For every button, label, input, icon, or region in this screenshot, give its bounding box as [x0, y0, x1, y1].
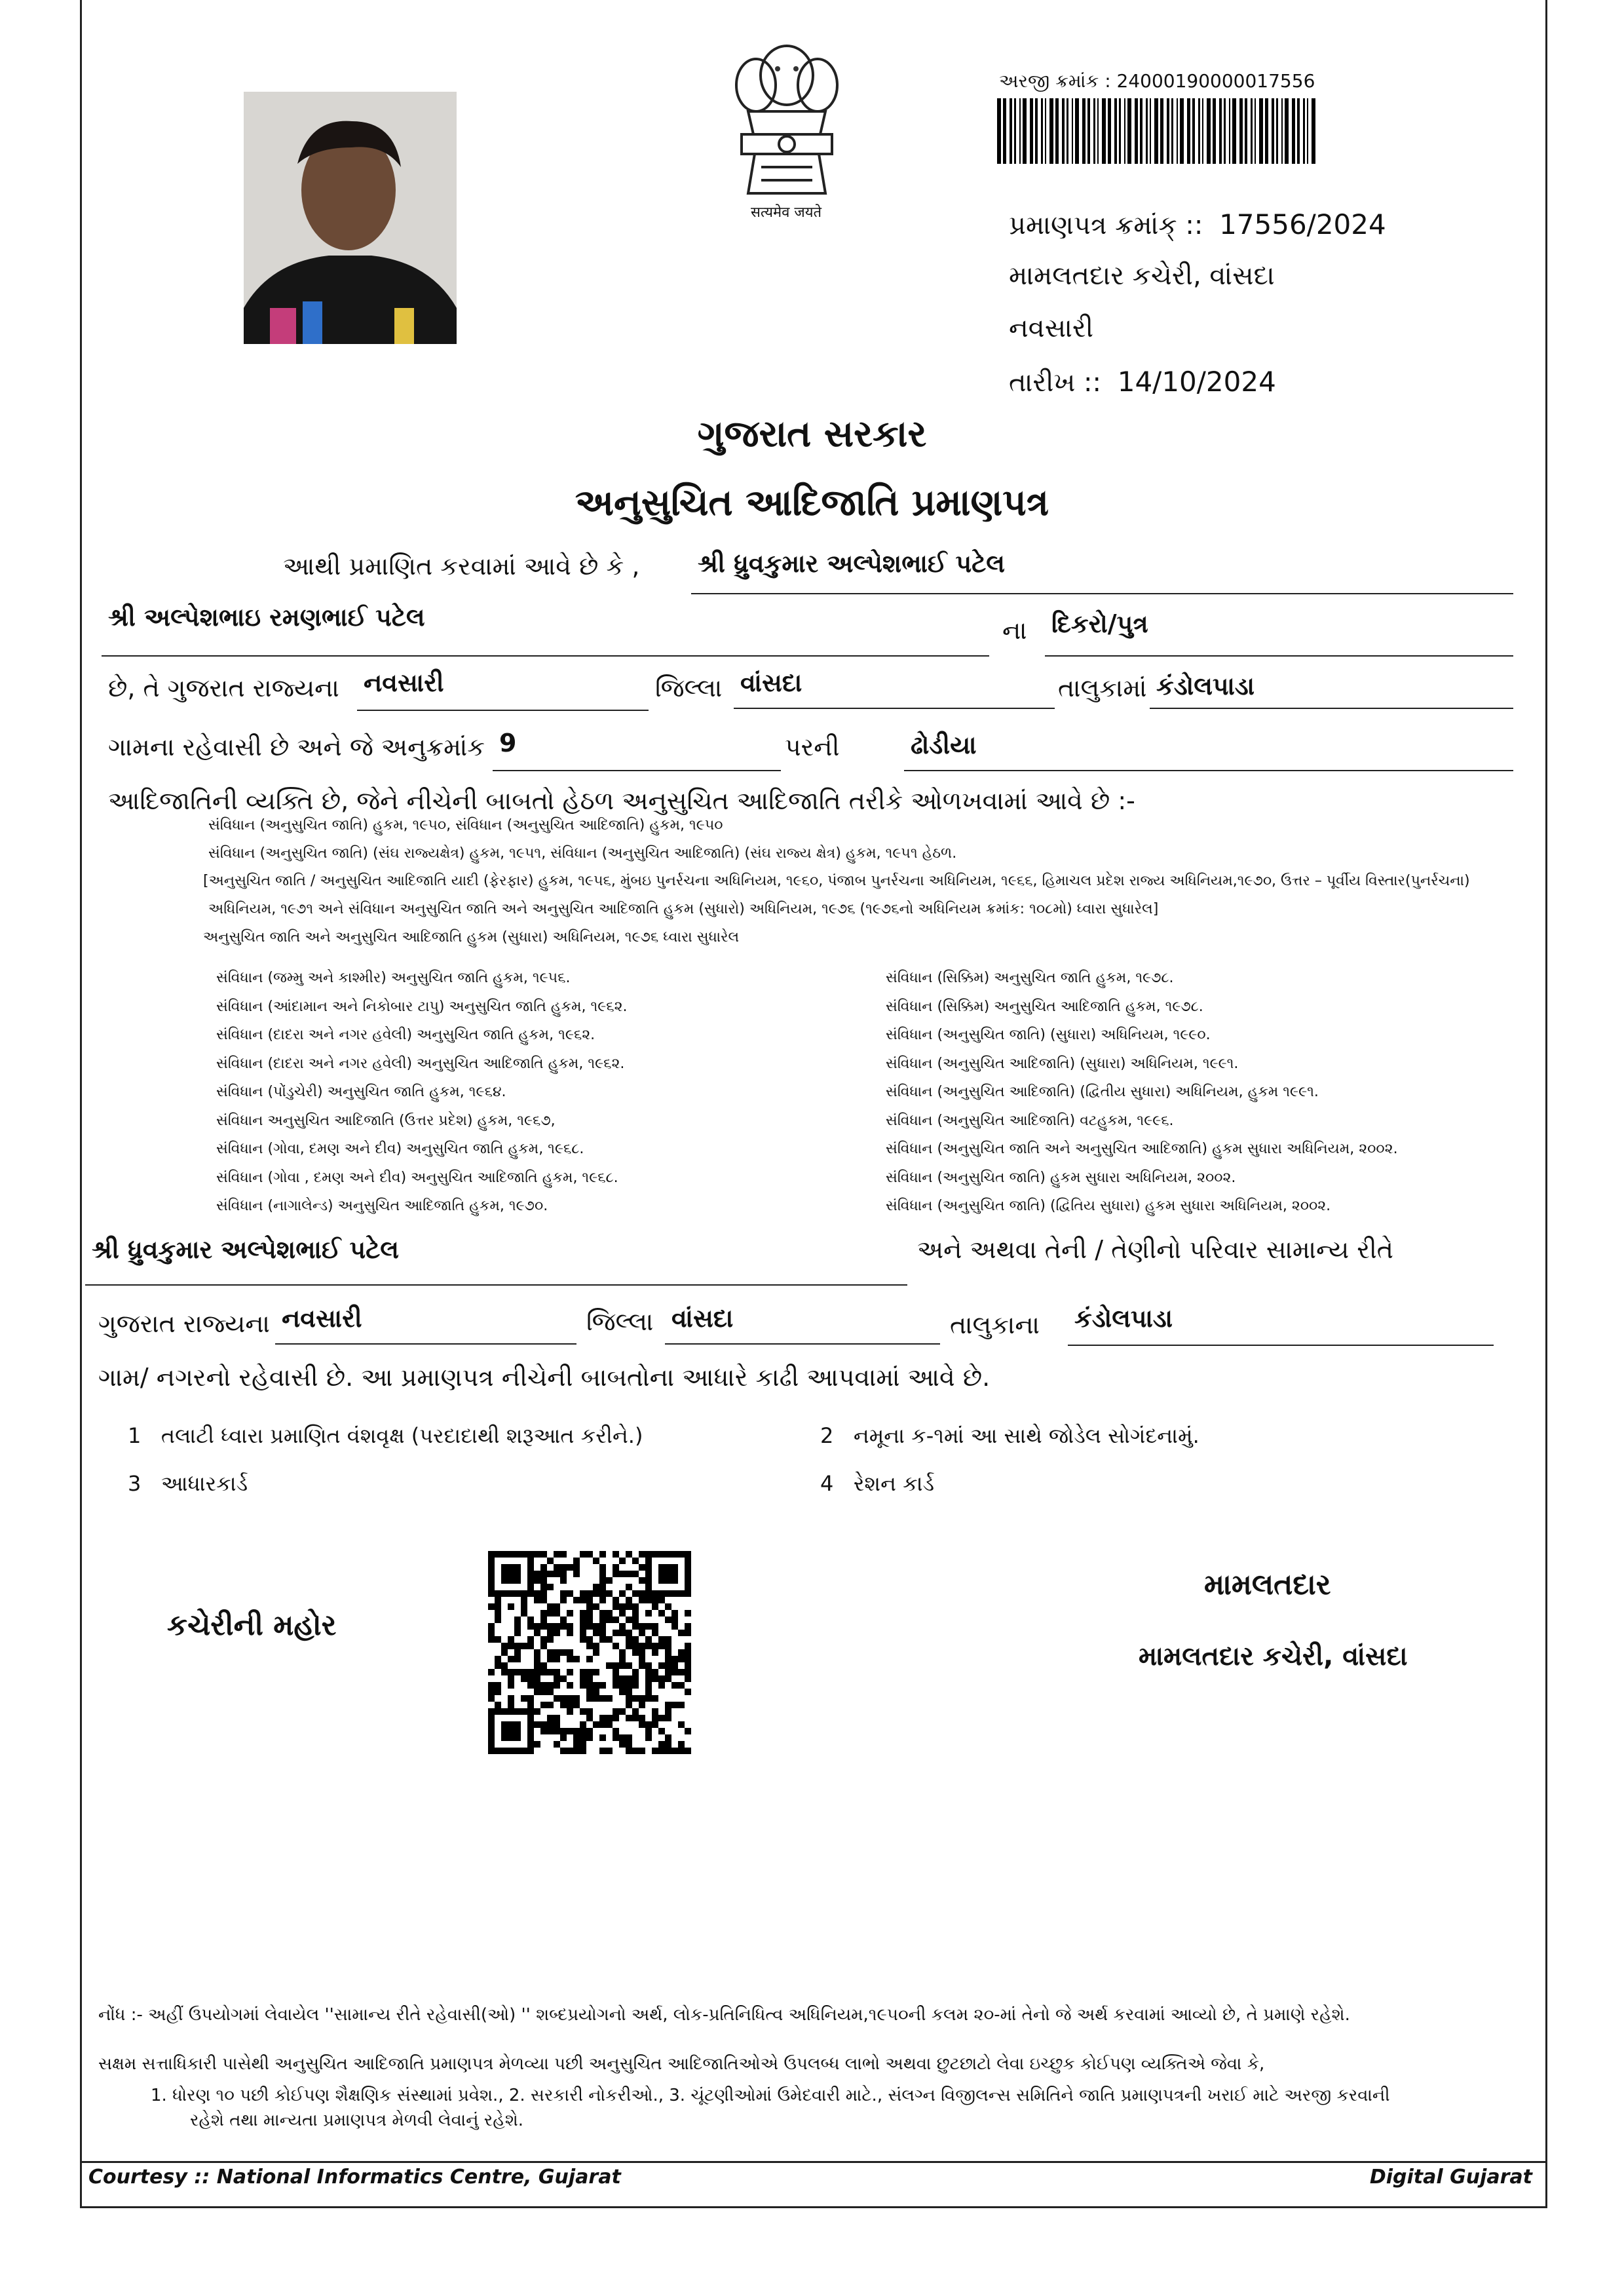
family-state-prefix: ગુજરાત રાજ્યના	[98, 1309, 270, 1338]
serial-number: 9	[499, 729, 517, 757]
order-left-item: સંવિધાન (આંદામાન અને નિકોબાર ટાપુ) અનુસુચિત જાતિ હુકમ, ૧૯૬૨.	[216, 998, 628, 1015]
issue-date	[1009, 366, 1276, 398]
basis-item	[820, 1471, 934, 1497]
basis-item-text: આધારકાર્ડ	[161, 1471, 248, 1496]
order-line-1: સંવિધાન (અનુસુચિત જાતિ) હુકમ, ૧૯૫૦, સંવિધાન (અનુસુચિત આદિજાતિ) હુકમ, ૧૯૫૦	[208, 817, 723, 833]
family-taluka-label: તાલુકાના	[950, 1311, 1040, 1339]
qr-code	[488, 1551, 691, 1754]
basis-item	[128, 1423, 643, 1449]
order-left-item: સંવિધાન (ગોવા, દમણ અને દીવ) અનુસુચિત જાતિ હુકમ, ૧૯૬૮.	[216, 1141, 584, 1157]
ordinarily-text: અને અથવા તેની / તેણીનો પરિવાર સામાન્ય રીતે	[917, 1235, 1393, 1264]
order-left-item: સંવિધાન (જમ્મુ અને કાશ્મીર) અનુસુચિત જાતિ હુકમ, ૧૯૫૬.	[216, 970, 571, 986]
application-number: અરજી ક્રમાંક : 24000190000017556	[999, 70, 1315, 92]
certificate-number-label: પ્રમાણપત્ર ક્રમાંક્ ::	[1009, 210, 1203, 240]
orders-left-list	[216, 970, 839, 1227]
village-resident: ગામના રહેવાસી છે અને જે અનુક્રમાંક	[108, 733, 485, 761]
note-benefits-list: 1. ધોરણ ૧૦ પછી કોઈપણ શૈક્ષણિક સંસ્થામાં પ્રવેશ., 2. સરકારી નોકરીઓ., 3. ચૂંટણીઓમાં ઉમેદવારી માટે., સંલગ્ન વિજીલન્સ સમિતિને જાતિ પ્રમાણપત્રની ખરાઈ માટે અરજી કરવાની	[151, 2086, 1390, 2105]
issuing-office: મામલતદાર કચેરી, વાંસદા	[1009, 261, 1275, 291]
taluka-label: તાલુકામાં	[1058, 674, 1147, 702]
family-resident-text: ગામ/ નગરનો રહેવાસી છે. આ પ્રમાણપત્ર નીચેની બાબતોના આધારે કાઢી આપવામાં આવે છે.	[98, 1363, 991, 1392]
father-name: શ્રી અલ્પેશભાઇ રમણભાઈ પટેલ	[108, 603, 425, 632]
recognised-text: આદિજાતિની વ્યક્તિ છે, જેને નીચેની બાબતો હેઠળ અનુસુચિત આદિજાતિ તરીકે ઓળખવામાં આવે છે :-	[108, 786, 1135, 815]
emblem-motto: सत्यमेव जयते	[750, 204, 822, 221]
barcode	[997, 98, 1318, 164]
order-left-item: સંવિધાન (દાદરા અને નગર હવેલી) અનુસુચિત આદિજાતિ હુકમ, ૧૯૬૨.	[216, 1055, 625, 1072]
certificate-title: અનુસુચિત આદિજાતિ પ્રમાણપત્ર	[575, 482, 1049, 524]
basis-item	[128, 1471, 248, 1497]
order-left-item: સંવિધાન અનુસુચિત આદિજાતિ (ઉત્તર પ્રદેશ) હુકમ, ૧૯૬૭,	[216, 1112, 556, 1129]
issuing-district: નવસારી	[1009, 313, 1094, 343]
issue-date-label: તારીખ ::	[1009, 368, 1101, 398]
basis-item-text: તલાટી ધ્વારા પ્રમાણિત વંશવૃક્ષ (પરદાદાથી શરૂઆત કરીને.)	[161, 1423, 643, 1448]
signatory-title: મામલતદાર	[1204, 1568, 1331, 1601]
order-left-item: સંવિધાન (ગોવા , દમણ અને દીવ) અનુસુચિત આદિજાતિ હુકમ, ૧૯૬૮.	[216, 1169, 618, 1186]
na-label: ના	[1002, 616, 1027, 645]
order-line-4: અધિનિયમ, ૧૯૭૧ અને સંવિધાન અનુસુચિત જાતિ અને અનુસુચિત આદિજાતિ હુકમ (સુધારો) અધિનિયમ, ૧૯૭૬ (૧૯૭૬નો અધિનિયમ ક્રમાંક: ૧૦૮મો) ધ્વારા સુધારેલ]	[208, 901, 1159, 917]
order-right-item: સંવિધાન (અનુસુચિત આદિજાતિ) વટહુકમ, ૧૯૯૬.	[886, 1112, 1174, 1129]
issue-date-value: 14/10/2024	[1117, 366, 1276, 398]
national-emblem-icon	[722, 36, 852, 197]
basis-item-number: 1	[128, 1423, 142, 1448]
orders-right-list	[886, 970, 1475, 1227]
basis-item-text: નમૂના ક-૧માં આ સાથે જોડેલ સોગંદનામું.	[853, 1423, 1199, 1448]
state-prefix: છે, તે ગુજરાત રાજ્યના	[108, 674, 339, 702]
office-seal-label: કચેરીની મહોર	[167, 1609, 337, 1642]
applicant-name: શ્રી ધ્રુવકુમાર અલ્પેશભાઈ પટેલ	[698, 549, 1005, 578]
taluka-value: વાંસદા	[740, 668, 803, 697]
signatory-office: મામલતદાર કચેરી, વાંસદા	[1139, 1641, 1408, 1672]
order-line-5: અનુસુચિત જાતિ અને અનુસુચિત આદિજાતિ હુકમ (સુધારા) અધિનિયમ, ૧૯૭૬ ધ્વારા સુધારેલ	[203, 929, 740, 946]
order-right-item: સંવિધાન (અનુસુચિત જાતિ) (સુધારા) અધિનિયમ, ૧૯૯૦.	[886, 1027, 1211, 1043]
certify-intro: આથી પ્રમાણિત કરવામાં આવે છે કે ,	[283, 552, 640, 581]
order-right-item: સંવિધાન (અનુસુચિત જાતિ) (દ્વિતિય સુધારા) હુકમ સુધારા અધિનિયમ, ૨૦૦૨.	[886, 1198, 1331, 1214]
note-validity: રહેશે તથા માન્યતા પ્રમાણપત્ર મેળવી લેવાનું રહેશે.	[190, 2111, 524, 2130]
note-benefits: સક્ષમ સત્તાધિકારી પાસેથી અનુસુચિત આદિજાતિ પ્રમાણપત્ર મેળવ્યા પછી અનુસુચિત આદિજાતિઓએ ઉપલબ્ધ લાભો અથવા છુટછાટો લેવા ઇચ્છુક કોઈપણ વ્યક્તિએ જેવા કે,	[98, 2054, 1265, 2074]
order-line-3: [અનુસુચિત જાતિ / અનુસુચિત આદિજાતિ યાદી (ફેરફાર) હુકમ, ૧૯૫૬, મુંબઇ પુનર્રચના અધિનિયમ, ૧૯૬૦, પંજાબ પુનર્રચના અધિનિયમ, ૧૯૬૬, હિમાચલ પ્રદેશ રાજ્ય અધિનિયમ,૧૯૭૦, ઉત્તર – પૂર્વીય વિસ્તાર(પુનર્રચના)	[203, 873, 1470, 889]
district-label: જિલ્લા	[655, 674, 723, 702]
application-label: અરજી ક્રમાંક	[999, 70, 1099, 92]
certificate-number-value: 17556/2024	[1219, 208, 1386, 240]
order-left-item: સંવિધાન (પોંડુચેરી) અનુસુચિત જાતિ હુકમ, ૧૯૬૪.	[216, 1084, 506, 1100]
village-value: કંડોલપાડા	[1156, 672, 1255, 700]
basis-item	[820, 1423, 1199, 1449]
certificate-number	[1009, 208, 1386, 240]
district-value: નવસારી	[364, 668, 444, 697]
order-left-item: સંવિધાન (દાદરા અને નગર હવેલી) અનુસુચિત જાતિ હુકમ, ૧૯૬૨.	[216, 1027, 595, 1043]
family-village-value: કંડોલપાડા	[1074, 1304, 1173, 1333]
relation: દિકરો/પુત્ર	[1051, 609, 1148, 638]
family-taluka-value: વાંસદા	[671, 1304, 734, 1333]
par-ni-label: પરની	[785, 733, 840, 761]
family-member-name: શ્રી ધ્રુવકુમાર અલ્પેશભાઈ પટેલ	[92, 1235, 399, 1264]
order-right-item: સંવિધાન (અનુસુચિત જાતિ) હુકમ સુધારા અધિનિયમ, ૨૦૦૨.	[886, 1169, 1236, 1186]
applicant-photo	[244, 92, 457, 344]
family-district-value: નવસારી	[282, 1304, 362, 1333]
family-district-label: જિલ્લા	[586, 1307, 654, 1336]
order-line-2: સંવિધાન (અનુસુચિત જાતિ) (સંઘ રાજ્યક્ષેત્ર) હુકમ, ૧૯૫૧, સંવિધાન (અનુસુચિત આદિજાતિ) (સંઘ રાજ્ય ક્ષેત્ર) હુકમ, ૧૯૫૧ હેઠળ.	[208, 845, 957, 862]
basis-item-number: 3	[128, 1471, 142, 1496]
footer-brand: Digital Gujarat	[1369, 2166, 1532, 2189]
order-right-item: સંવિધાન (અનુસુચિત આદિજાતિ) (સુધારા) અધિનિયમ, ૧૯૯૧.	[886, 1055, 1239, 1072]
note-residence: નોંધ :- અહીં ઉપયોગમાં લેવાયેલ ''સામાન્ય રીતે રહેવાસી(ઓ) '' શબ્દપ્રયોગનો અર્થ, લોક-પ્રતિનિધિત્વ અધિનિયમ,૧૯૫૦ની કલમ ૨૦-માં તેનો જે અર્થ કરવામાં આવ્યો છે, તે પ્રમાણે રહેશે.	[98, 2005, 1350, 2025]
order-right-item: સંવિધાન (અનુસુચિત આદિજાતિ) (દ્વિતીય સુધારા) અધિનિયમ, હુકમ ૧૯૯૧.	[886, 1084, 1319, 1100]
footer-courtesy: Courtesy :: National Informatics Centre, Gujarat	[88, 2166, 621, 2189]
order-right-item: સંવિધાન (સિક્કિમ) અનુસુચિત જાતિ હુકમ, ૧૯૭૮.	[886, 970, 1174, 986]
basis-item-text: રેશન કાર્ડ	[853, 1471, 935, 1496]
order-right-item: સંવિધાન (સિક્કિમ) અનુસુચિત આદિજાતિ હુકમ, ૧૯૭૮.	[886, 998, 1203, 1015]
government-title: ગુજરાત સરકાર	[697, 413, 927, 455]
basis-item-number: 4	[820, 1471, 834, 1496]
order-right-item: સંવિધાન (અનુસુચિત જાતિ અને અનુસુચિત આદિજાતિ) હુકમ સુધારા અધિનિયમ, ૨૦૦૨.	[886, 1141, 1398, 1157]
order-left-item: સંવિધાન (નાગાલેન્ડ) અનુસુચિત આદિજાતિ હુકમ, ૧૯૭૦.	[216, 1198, 548, 1214]
application-number-value: 24000190000017556	[1116, 70, 1315, 92]
basis-item-number: 2	[820, 1423, 834, 1448]
tribe-name: ઢોડીયા	[911, 731, 977, 759]
